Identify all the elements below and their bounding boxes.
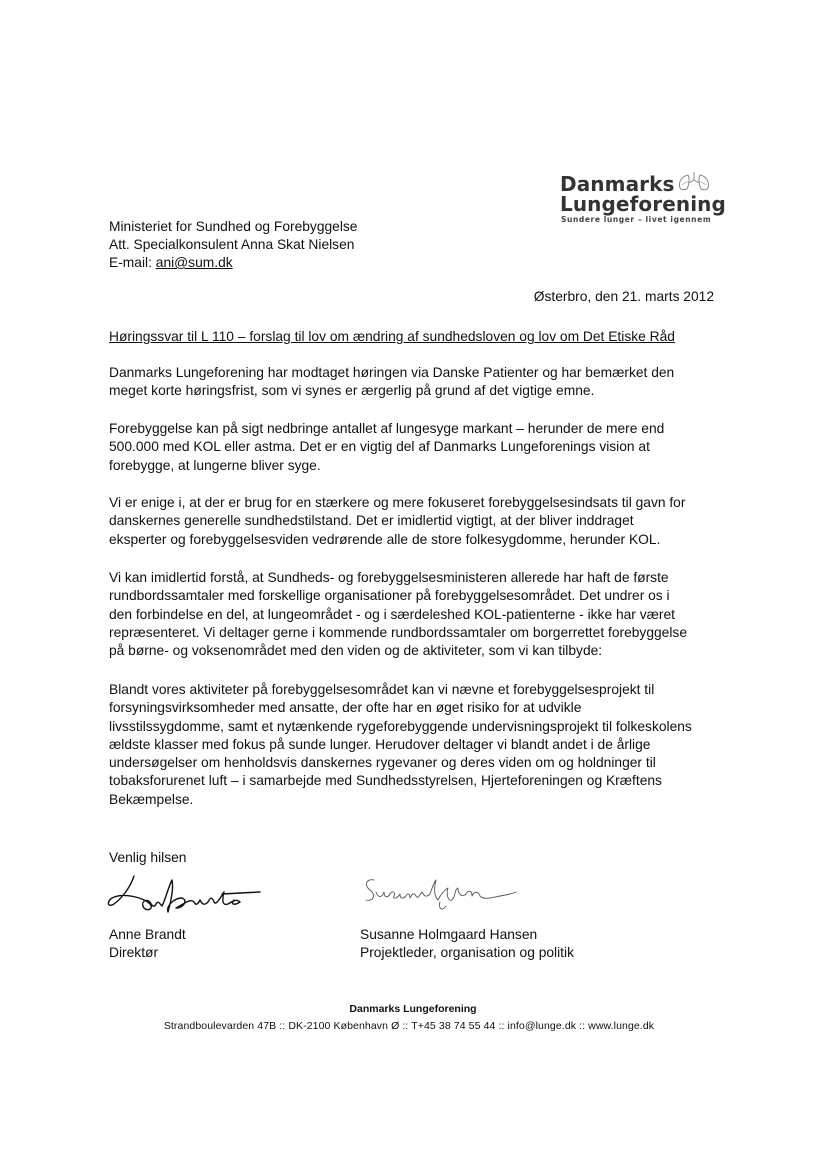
text-line: forsyningsvirksomheder med ansatte, der ofte har en øget risiko for at udvikle	[109, 700, 582, 716]
text-line: rundbordssamtaler med forskellige organisationer på forebyggelsesområdet. Det undrer os i	[109, 588, 670, 604]
letter-date: Østerbro, den 21. marts 2012	[533, 289, 714, 304]
text-line: forebygge, at lungerne bliver syge.	[109, 457, 321, 473]
signature-anne-brandt	[104, 868, 264, 920]
email-link[interactable]: ani@sum.dk	[155, 255, 233, 270]
text-line: tobaksforurenet luft – i samarbejde med Sundhedsstyrelsen, Hjerteforeningen og Kræftens	[109, 773, 662, 789]
logo-line-1: Danmarks	[560, 172, 675, 196]
logo-line-2: Lungeforening	[560, 192, 726, 216]
text-line: ældste klasser med fokus på sunde lunger. Herudover deltager vi blandt andet i de årlige	[109, 736, 651, 752]
signature-susanne-holmgaard-hansen	[360, 872, 520, 916]
paragraph-4	[109, 569, 719, 660]
text-line: meget korte høringsfrist, som vi synes er ærgerlig på grund af det vigtige emne.	[109, 383, 595, 399]
email-label: E-mail:	[109, 255, 156, 270]
lungs-icon	[676, 170, 712, 192]
text-line: livsstilssygdomme, samt et nytænkende rygeforebyggende undervisningsprojekt til folkeskolens	[109, 718, 692, 734]
text-line: Bekæmpelse.	[109, 791, 194, 807]
closing-greeting: Venlig hilsen	[109, 850, 187, 865]
text-line: Danmarks Lungeforening har modtaget høringen via Danske Patienter og har bemærket den	[109, 365, 675, 380]
footer-organization: Danmarks Lungeforening	[349, 1003, 477, 1015]
recipient-line-1: Ministeriet for Sundhed og Forebyggelse	[109, 219, 358, 234]
text-line: på børne- og voksenområdet med den viden og de aktiviteter, som vi kan tilbyde:	[109, 643, 603, 659]
organization-logo	[548, 168, 738, 230]
footer-contact: Strandboulevarden 47B :: DK-2100 København Ø :: T+45 38 74 55 44 :: info@lunge.dk :: www.lunge.dk	[163, 1020, 655, 1032]
text-line: danskernes generelle sundhedstilstand. Det er imidlertid vigtigt, at der bliver inddraget	[109, 513, 634, 529]
text-line: Forebyggelse kan på sigt nedbringe antallet af lungesyge markant – herunder de mere end	[109, 421, 665, 436]
logo-tagline: Sundere lunger – livet igennem	[561, 215, 712, 224]
text-line: Vi kan imidlertid forstå, at Sundheds- og forebyggelsesministeren allerede har haft de første	[109, 570, 669, 585]
text-line: repræsenteret. Vi deltager gerne i kommende rundbordssamtaler om borgerrettet forebyggelse	[109, 624, 687, 640]
signer-2-name: Susanne Holmgaard Hansen	[360, 927, 538, 942]
paragraph-5	[109, 681, 719, 809]
text-line: eksperter og forebyggelsesviden vedrørende alle de store folkesygdomme, herunder KOL.	[109, 531, 661, 547]
text-line: den forbindelse en del, at lungeområdet - og i særdeleshed KOL-patienterne - ikke har været	[109, 606, 675, 622]
text-line: 500.000 med KOL eller astma. Det er en vigtig del af Danmarks Lungeforenings vision at	[109, 439, 650, 455]
paragraph-3	[109, 494, 719, 549]
paragraph-2	[109, 420, 719, 475]
text-line: Vi er enige i, at der er brug for en stærkere og mere fokuseret forebyggelsesindsats til gavn for	[109, 495, 686, 510]
recipient-email-line	[109, 254, 233, 272]
signer-2-title: Projektleder, organisation og politik	[360, 945, 574, 960]
letter-subject: Høringssvar til L 110 – forslag til lov om ændring af sundhedsloven og lov om Det Etiske Råd	[109, 329, 675, 344]
text-line: Blandt vores aktiviteter på forebyggelsesområdet kan vi nævne et forebyggelsesprojekt til	[109, 682, 655, 697]
signer-1-title: Direktør	[109, 945, 159, 960]
text-line: undersøgelser om henholdsvis danskernes rygevaner og deres viden om og holdninger til	[109, 755, 656, 771]
paragraph-1	[109, 364, 719, 401]
signer-1-name: Anne Brandt	[109, 927, 186, 942]
recipient-line-2: Att. Specialkonsulent Anna Skat Nielsen	[109, 237, 355, 252]
